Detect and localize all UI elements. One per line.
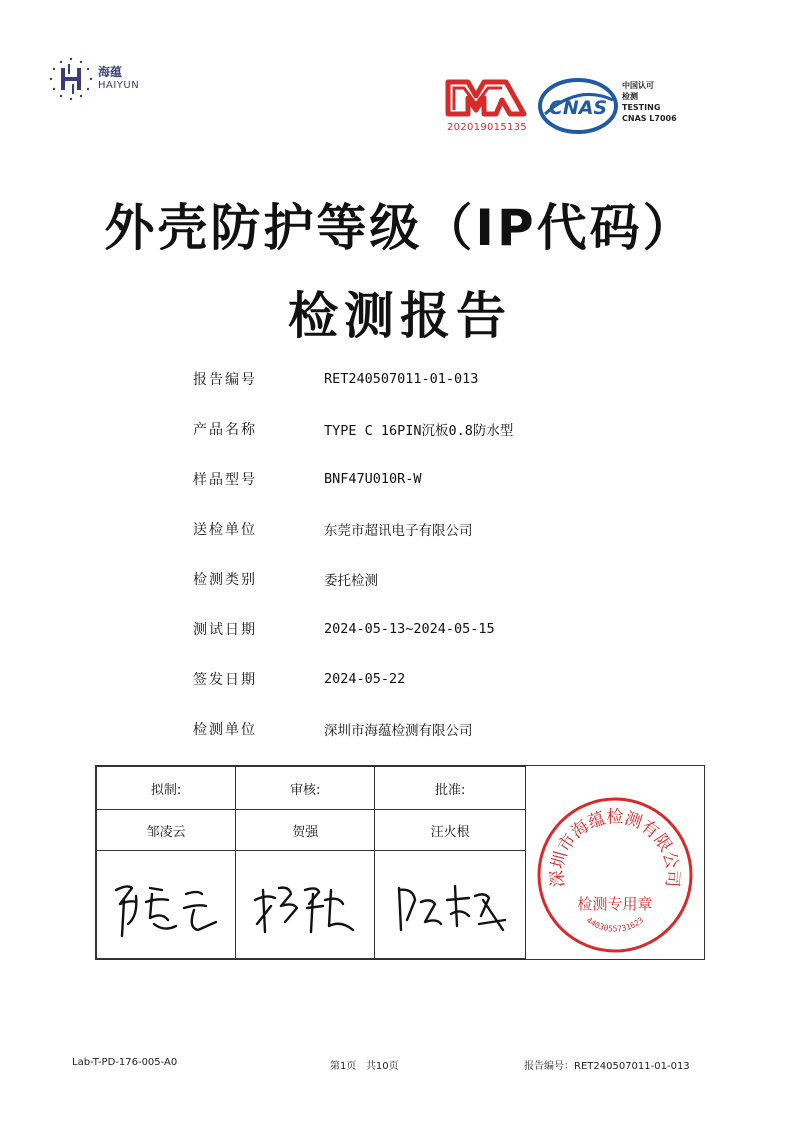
preparer-name: 邹凌云 — [97, 810, 236, 851]
info-label: 送检单位 — [193, 522, 257, 538]
info-label: 测试日期 — [193, 622, 257, 638]
approved-by-header: 批准: — [375, 767, 526, 810]
cnas-line-4: CNAS L7006 — [622, 114, 677, 123]
official-seal-icon — [535, 795, 695, 955]
info-row-product-name — [193, 404, 713, 454]
info-row-test-lab — [193, 704, 713, 754]
info-label: 样品型号 — [193, 472, 257, 488]
reviewer-name: 贺强 — [236, 810, 375, 851]
seal-purpose-text: 检测专用章 — [577, 895, 653, 913]
info-row-sample-model — [193, 454, 713, 504]
preparer-signature — [97, 851, 236, 959]
info-value: 东莞市超讯电子有限公司 — [324, 523, 473, 539]
info-value: 2024-05-13~2024-05-15 — [324, 621, 495, 637]
info-label: 产品名称 — [193, 422, 257, 438]
seal-number-text: 4403055731623 — [584, 915, 646, 934]
info-value: 深圳市海蕴检测有限公司 — [324, 723, 473, 739]
svg-text:深圳市海蕴检测有限公司 — [548, 808, 683, 888]
ma-code: 202019015135 — [447, 122, 527, 133]
report-title-line-1: 外壳防护等级（IP代码） — [104, 199, 696, 257]
reviewed-by-header: 审核: — [236, 767, 375, 810]
handwritten-signature-icon — [385, 860, 515, 950]
info-row-client — [193, 504, 713, 554]
report-title-line-2: 检测报告 — [288, 287, 512, 345]
handwritten-signature-icon — [106, 860, 226, 950]
info-row-test-category — [193, 554, 713, 604]
handwritten-signature-icon — [245, 860, 365, 950]
cnas-logo-icon — [537, 76, 619, 136]
cnas-accreditation-text — [622, 80, 677, 124]
cnas-line-1: 中国认可 — [622, 81, 654, 90]
approver-signature — [375, 851, 526, 959]
info-value: 2024-05-22 — [324, 671, 406, 687]
reviewer-signature — [236, 851, 375, 959]
report-info-list — [193, 354, 713, 754]
info-label: 报告编号 — [193, 372, 257, 388]
svg-text:4403055731623 — [585, 916, 646, 934]
info-value: BNF47U010R-W — [324, 471, 422, 487]
info-value: RET240507011-01-013 — [324, 371, 479, 387]
info-value: TYPE C 16PIN沉板0.8防水型 — [324, 423, 514, 439]
footer-doc-code: Lab-T-PD-176-005-A0 — [72, 1057, 178, 1068]
footer-report-number: 报告编号：RET240507011-01-013 — [524, 1061, 690, 1072]
info-row-report-no — [193, 354, 713, 404]
company-logo — [48, 56, 139, 102]
info-label: 签发日期 — [193, 672, 257, 688]
prepared-by-header: 拟制: — [97, 767, 236, 810]
info-label: 检测类别 — [193, 572, 257, 588]
cnas-line-2: 检测 — [622, 92, 638, 101]
info-label: 检测单位 — [193, 722, 257, 738]
brand-name-en: HAIYUN — [98, 80, 140, 91]
cnas-line-3: TESTING — [622, 103, 661, 112]
approver-name: 汪火根 — [375, 810, 526, 851]
brand-name-cn: 海蕴 — [98, 65, 123, 79]
info-row-test-date — [193, 604, 713, 654]
haiyun-logo-icon — [48, 56, 94, 102]
footer-page-number: 第1页 共10页 — [330, 1061, 399, 1072]
cnas-mark-text: CNAS — [548, 97, 608, 119]
info-value: 委托检测 — [324, 573, 378, 589]
seal-org-text: 深圳市海蕴检测有限公司 — [547, 807, 683, 888]
info-row-issue-date — [193, 654, 713, 704]
